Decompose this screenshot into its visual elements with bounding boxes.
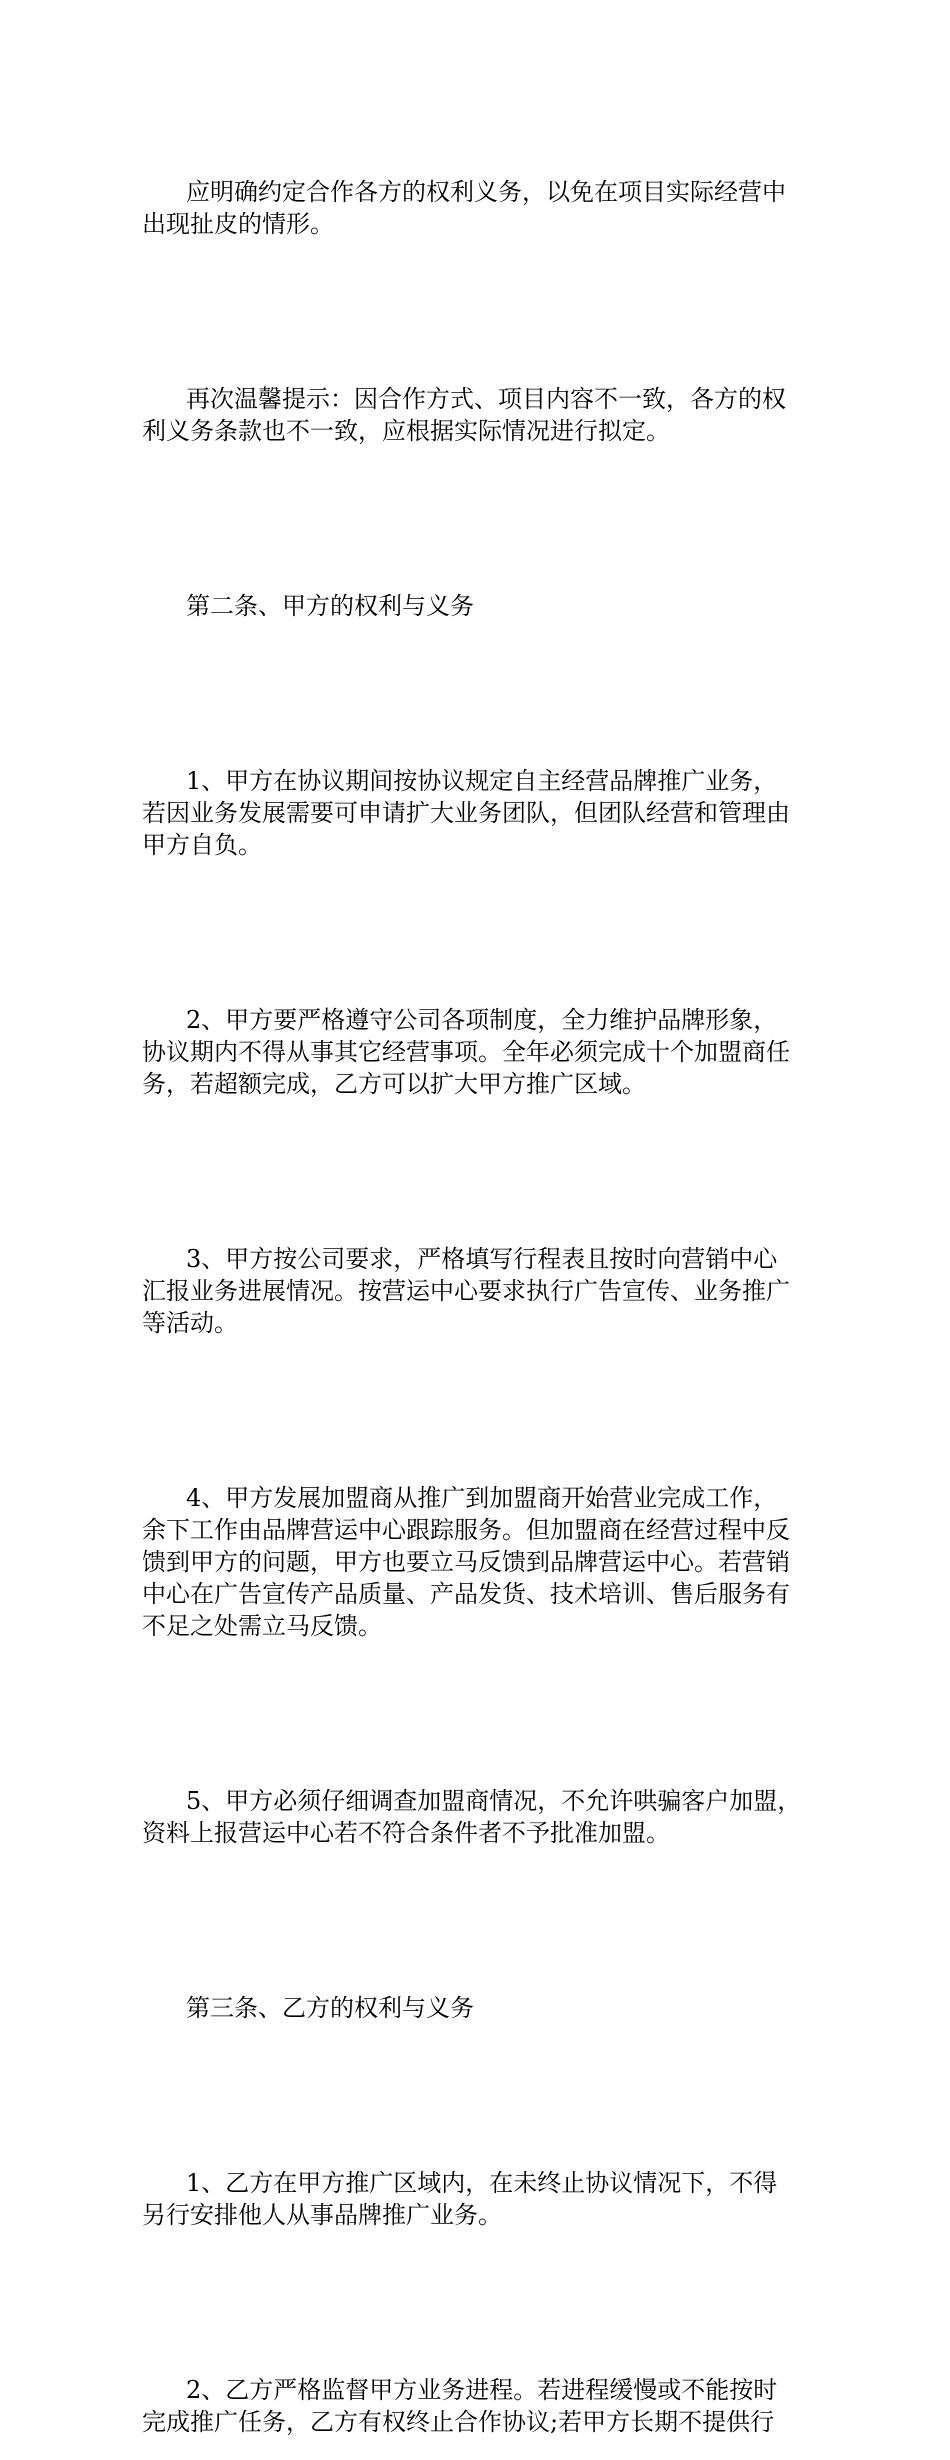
section-heading-party-b (142, 1928, 812, 2088)
text-line: 1、甲方在协议期间按协议规定自主经营品牌推广业务， (186, 767, 778, 795)
clause-b-1 (142, 2103, 812, 2295)
text-line: 第三条、乙方的权利与义务 (186, 1994, 474, 2022)
text-line: 再次温馨提示：因合作方式、项目内容不一致，各方的权 (186, 385, 786, 413)
clause-a-3 (142, 1179, 812, 1403)
text-line: 2、甲方要严格遵守公司各项制度，全力维护品牌形象， (186, 1006, 778, 1034)
text-line: 完成推广任务，乙方有权终止合作协议;若甲方长期不提供行 (142, 2408, 775, 2436)
clause-b-2 (142, 2310, 812, 2460)
text-line: 甲方自负。 (142, 831, 262, 859)
text-line: 馈到甲方的问题，甲方也要立马反馈到品牌营运中心。若营销 (142, 1548, 790, 1576)
text-line: 4、甲方发展加盟商从推广到加盟商开始营业完成工作， (186, 1484, 778, 1512)
text-line: 不足之处需立马反馈。 (142, 1612, 382, 1640)
paragraph-reminder (142, 319, 812, 511)
paragraph-rights-intro (142, 112, 812, 304)
text-line: 务，若超额完成，乙方可以扩大甲方推广区域。 (142, 1070, 646, 1098)
clause-a-4 (142, 1418, 812, 1706)
text-line: 1、乙方在甲方推广区域内，在未终止协议情况下，不得 (186, 2169, 778, 2197)
text-line: 另行安排他人从事品牌推广业务。 (142, 2201, 502, 2229)
text-line: 3、甲方按公司要求，严格填写行程表且按时向营销中心 (186, 1245, 778, 1273)
text-line: 利义务条款也不一致，应根据实际情况进行拟定。 (142, 417, 670, 445)
document-body (142, 112, 812, 2460)
text-line: 中心在广告宣传产品质量、产品发货、技术培训、售后服务有 (142, 1580, 790, 1608)
clause-a-5 (142, 1721, 812, 1913)
text-line: 第二条、甲方的权利与义务 (186, 592, 474, 620)
text-line: 应明确约定合作各方的权利义务，以免在项目实际经营中 (186, 178, 786, 206)
text-line: 5、甲方必须仔细调查加盟商情况，不允许哄骗客户加盟， (186, 1787, 802, 1815)
text-line: 若因业务发展需要可申请扩大业务团队，但团队经营和管理由 (142, 799, 790, 827)
text-line: 余下工作由品牌营运中心跟踪服务。但加盟商在经营过程中反 (142, 1516, 790, 1544)
text-line: 资料上报营运中心若不符合条件者不予批准加盟。 (142, 1819, 670, 1847)
section-heading-party-a (142, 526, 812, 686)
text-line: 2、乙方严格监督甲方业务进程。若进程缓慢或不能按时 (186, 2376, 778, 2404)
text-line: 出现扯皮的情形。 (142, 210, 334, 238)
text-line: 汇报业务进展情况。按营运中心要求执行广告宣传、业务推广 (142, 1277, 790, 1305)
clause-a-1 (142, 701, 812, 925)
clause-a-2 (142, 940, 812, 1164)
text-line: 协议期内不得从事其它经营事项。全年必须完成十个加盟商任 (142, 1038, 790, 1066)
text-line: 等活动。 (142, 1309, 238, 1337)
